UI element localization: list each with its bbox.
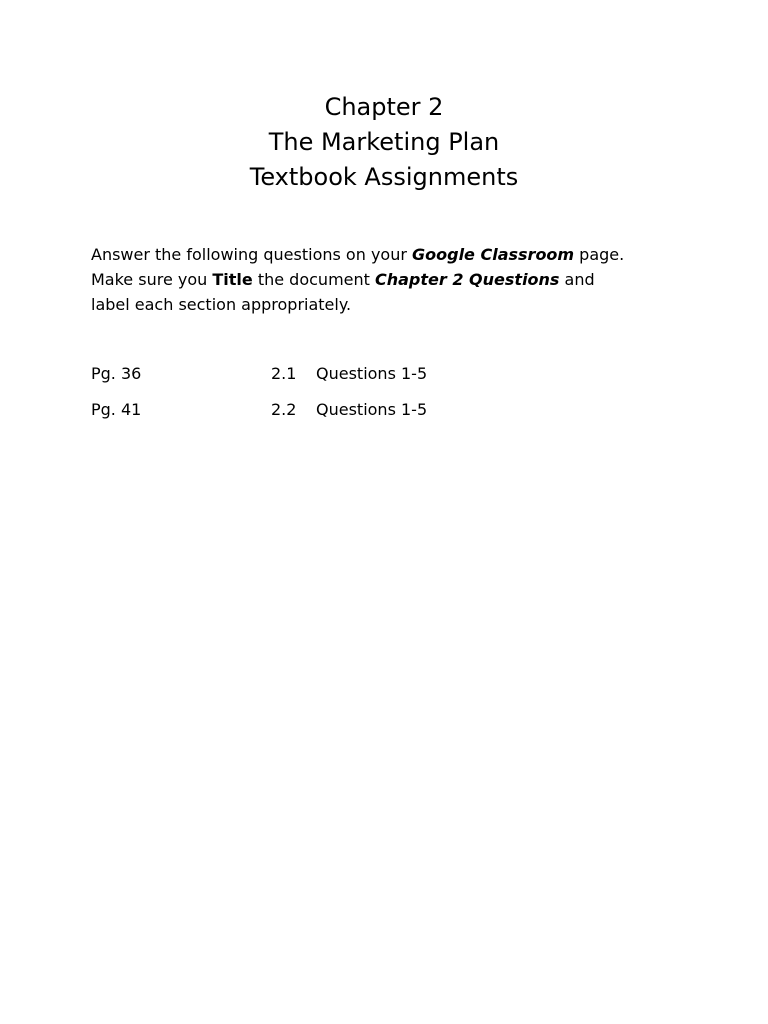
assignment-row <box>91 362 691 398</box>
instructions-line-3: label each section appropriately. <box>91 295 352 314</box>
instructions-line-2 <box>91 267 731 292</box>
instructions-text: page. <box>574 245 625 264</box>
document-name-emphasis: Chapter 2 Questions <box>375 270 560 289</box>
question-range: Questions 1-5 <box>316 364 428 383</box>
chapter-subtitle: The Marketing Plan <box>268 128 500 156</box>
instructions-line-1 <box>91 242 731 267</box>
instructions-text: Make sure you <box>91 270 213 289</box>
page-reference: Pg. 36 <box>91 364 142 383</box>
assignment-row <box>91 398 691 434</box>
chapter-title: Chapter 2 <box>324 93 444 121</box>
google-classroom-emphasis: Google Classroom <box>412 245 575 264</box>
assignment-list <box>91 362 691 434</box>
instructions-text: and <box>559 270 595 289</box>
title-block <box>0 90 768 195</box>
section-number: 2.2 <box>271 400 297 419</box>
question-range: Questions 1-5 <box>316 400 428 419</box>
section-number: 2.1 <box>271 364 297 383</box>
title-emphasis: Title <box>212 270 253 289</box>
instructions-text: Answer the following questions on your <box>91 245 412 264</box>
page-reference: Pg. 41 <box>91 400 142 419</box>
instructions-text: the document <box>252 270 375 289</box>
assignment-heading: Textbook Assignments <box>249 163 519 191</box>
instructions-paragraph <box>91 242 731 317</box>
